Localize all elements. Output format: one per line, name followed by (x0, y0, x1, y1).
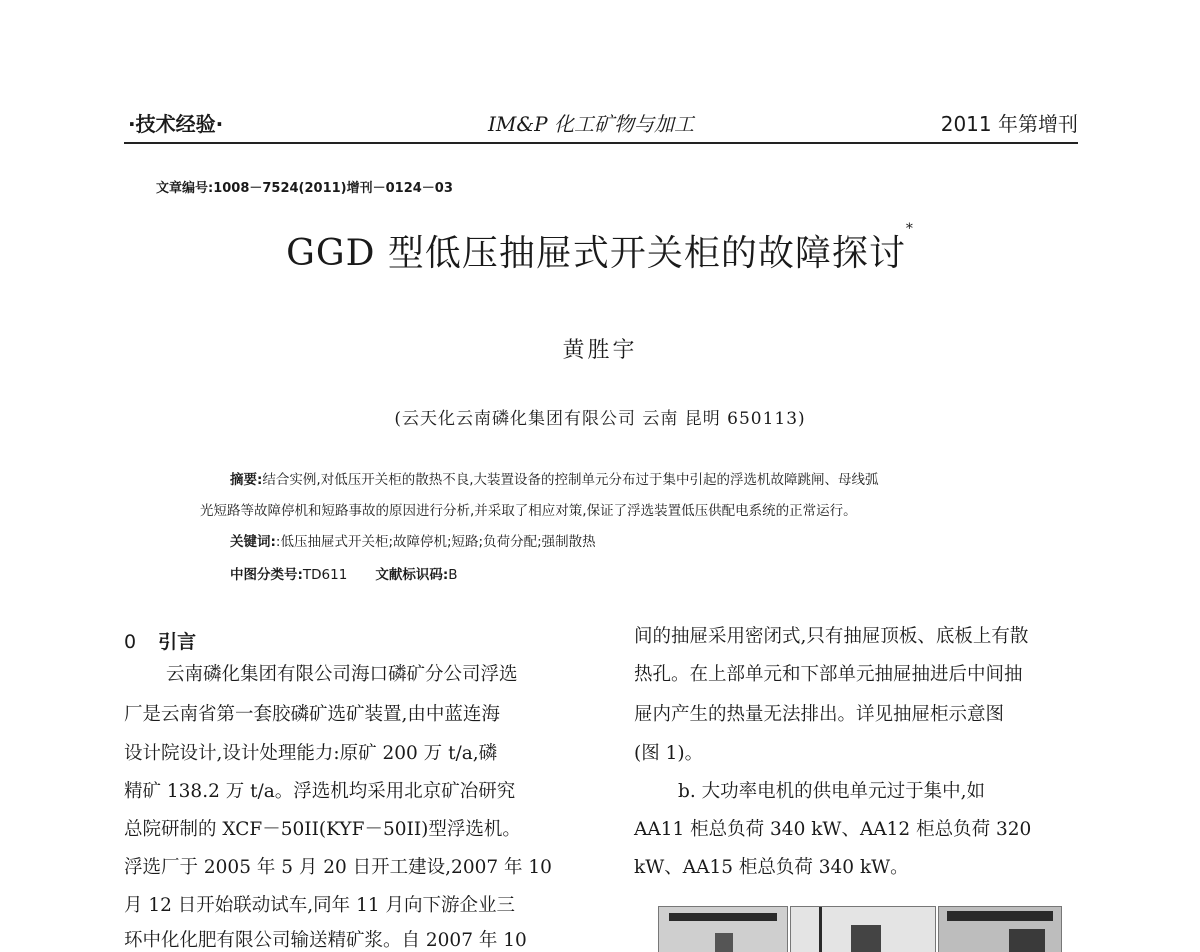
figure-1-photo (658, 906, 1062, 952)
figure-handle (715, 933, 733, 952)
body-line-left: 总院研制的 XCF－50II(KYF－50II)型浮选机。 (124, 819, 521, 840)
paper-title-text: GGD 型低压抽屉式开关柜的故障探讨 (286, 233, 906, 274)
body-line-right: AA11 柜总负荷 340 kW、AA12 柜总负荷 320 (634, 819, 1032, 840)
figure-label-strip (669, 913, 777, 921)
affiliation: (云天化云南磷化集团有限公司 云南 昆明 650113) (394, 409, 806, 429)
body-line-left: 月 12 日开始联动试车,同年 11 月向下游企业三 (124, 895, 515, 916)
section-heading (124, 627, 196, 654)
abstract-label: 摘要: (230, 472, 263, 488)
keywords-label: 关键词: (230, 534, 276, 550)
figure-top-strip (947, 911, 1053, 921)
document-code-label: 文献标识码: (375, 567, 449, 583)
paper-title (0, 221, 1200, 276)
figure-panel-right (938, 906, 1062, 952)
document-code-value: B (448, 567, 458, 583)
body-line-left: 精矿 138.2 万 t/a。浮选机均采用北京矿冶研究 (124, 781, 516, 802)
body-line-left: 环中化化肥有限公司输送精矿浆。自 2007 年 10 (124, 930, 527, 951)
header-rule (124, 142, 1078, 144)
body-line-right: b. 大功率电机的供电单元过于集中,如 (678, 781, 985, 802)
classification-line (230, 563, 458, 583)
running-header-section: ·技术经验· (128, 112, 224, 136)
figure-panel-middle (790, 906, 936, 952)
body-line-right: 热孔。在上部单元和下部单元抽屉抽进后中间抽 (634, 664, 1023, 685)
figure-block-right (1009, 929, 1045, 952)
author: 黄胜宇 (562, 338, 638, 363)
body-line-left: 厂是云南省第一套胶磷矿选矿装置,由中蓝连海 (124, 704, 500, 725)
running-header-journal: IM&P 化工矿物与加工 (488, 112, 694, 136)
body-line-left: 设计院设计,设计处理能力:原矿 200 万 t/a,磷 (124, 743, 498, 764)
abstract-line-1 (230, 468, 879, 488)
figure-block (851, 925, 881, 952)
clc-label: 中图分类号: (230, 567, 303, 583)
keywords-line (230, 530, 596, 550)
body-line-left: 云南磷化集团有限公司海口磷矿分公司浮选 (166, 664, 518, 685)
body-line-right: kW、AA15 柜总负荷 340 kW。 (634, 857, 909, 878)
clc-value: TD611 (302, 567, 348, 583)
body-line-right: 屉内产生的热量无法排出。详见抽屉柜示意图 (634, 704, 1005, 725)
body-line-left: 浮选厂于 2005 年 5 月 20 日开工建设,2007 年 10 (124, 857, 552, 878)
keywords-text: :低压抽屉式开关柜;故障停机;短路;负荷分配;强制散热 (275, 534, 596, 550)
figure-bar (819, 907, 822, 952)
body-line-right: 间的抽屉采用密闭式,只有抽屉顶板、底板上有散 (634, 626, 1029, 647)
abstract-line-2: 光短路等故障停机和短路事故的原因进行分析,并采取了相应对策,保证了浮选装置低压供配电系统的正常运行。 (200, 503, 857, 519)
section-title: 引言 (158, 631, 197, 653)
figure-panel-left (658, 906, 788, 952)
title-footnote-mark: * (905, 221, 914, 237)
section-number: 0 (124, 631, 137, 653)
article-number: 文章编号:1008－7524(2011)增刊－0124－03 (156, 181, 453, 196)
running-header-issue: 2011 年第增刊 (940, 112, 1078, 136)
body-line-right: (图 1)。 (634, 743, 704, 764)
abstract-text-1: 结合实例,对低压开关柜的散热不良,大装置设备的控制单元分布过于集中引起的浮选机故障跳闸、母线弧 (262, 472, 879, 488)
